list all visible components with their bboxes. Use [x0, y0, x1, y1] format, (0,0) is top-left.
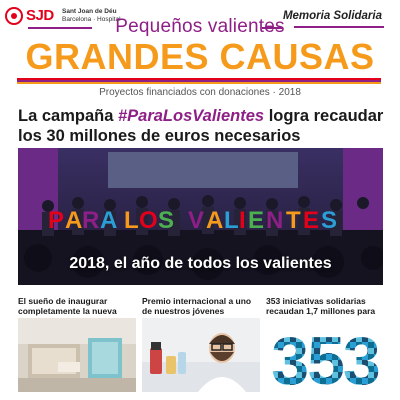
headline-hashtag[interactable]: #ParaLosValientes: [117, 107, 265, 125]
page-header: [0, 0, 400, 104]
masthead-tagline: Proyectos financiados con donaciones · 2018: [99, 87, 301, 98]
story-photo[interactable]: [142, 318, 260, 392]
photo-mosaic-number-illustration: [266, 318, 384, 392]
hero-banner-letter: A: [65, 207, 83, 234]
hero-banner-letter: L: [224, 207, 239, 234]
hero-banner-letter: I: [239, 207, 246, 234]
masthead-subtitle: Pequeños valientes: [115, 16, 285, 37]
hero-banner-letter: S: [321, 207, 338, 234]
hero-banner-letter: O: [139, 207, 158, 234]
logo-sub-line: Barcelona · Hospital: [62, 15, 121, 23]
orange-stripe: [17, 82, 381, 84]
headline-after: logra recaudar los 30 millones de euros necesarios: [18, 107, 384, 145]
story-title[interactable]: Premio internacional a uno de nuestros jóvenes: [142, 296, 252, 316]
logo-mark-text: SJD: [26, 7, 54, 24]
story-card[interactable]: [266, 296, 384, 392]
story-card[interactable]: [142, 296, 260, 392]
hero-banner-letter: N: [266, 207, 284, 234]
hero-banner-letter: S: [158, 207, 175, 234]
hero-banner-letter: E: [303, 207, 320, 234]
story-title[interactable]: 353 iniciativas solidarias recaudan 1,7 millones para: [266, 296, 376, 316]
ucip-room-illustration: [18, 318, 136, 392]
researcher-illustration: [142, 318, 260, 392]
story-number: 353: [271, 323, 379, 392]
hero-banner-letter: V: [188, 207, 205, 234]
story-photo[interactable]: [266, 318, 384, 392]
section-label: Memoria Solidaria: [282, 10, 382, 22]
hero-photo[interactable]: [18, 148, 383, 285]
main-headline[interactable]: [18, 106, 388, 146]
story-photo[interactable]: [18, 318, 136, 392]
hero-banner-letter: P: [48, 207, 65, 234]
hero-banner-letter: E: [248, 207, 265, 234]
masthead-title: GRANDES CAUSAS: [25, 36, 375, 77]
hero-caption: 2018, el año de todos los valientes: [69, 255, 332, 272]
hero-banner-letter: T: [286, 207, 301, 234]
hero-banner-letter: R: [82, 207, 100, 234]
story-title[interactable]: El sueño de inaugurar completamente la nueva: [18, 296, 117, 316]
hero-banner-letter: A: [206, 207, 224, 234]
hero-banner-letter: A: [100, 207, 118, 234]
logo-name-line: Sant Joan de Déu: [62, 8, 117, 15]
hero-banner-letter: L: [124, 207, 139, 234]
headline-before: La campaña: [18, 107, 118, 125]
story-card[interactable]: [18, 296, 136, 392]
color-stripes: [17, 78, 381, 84]
